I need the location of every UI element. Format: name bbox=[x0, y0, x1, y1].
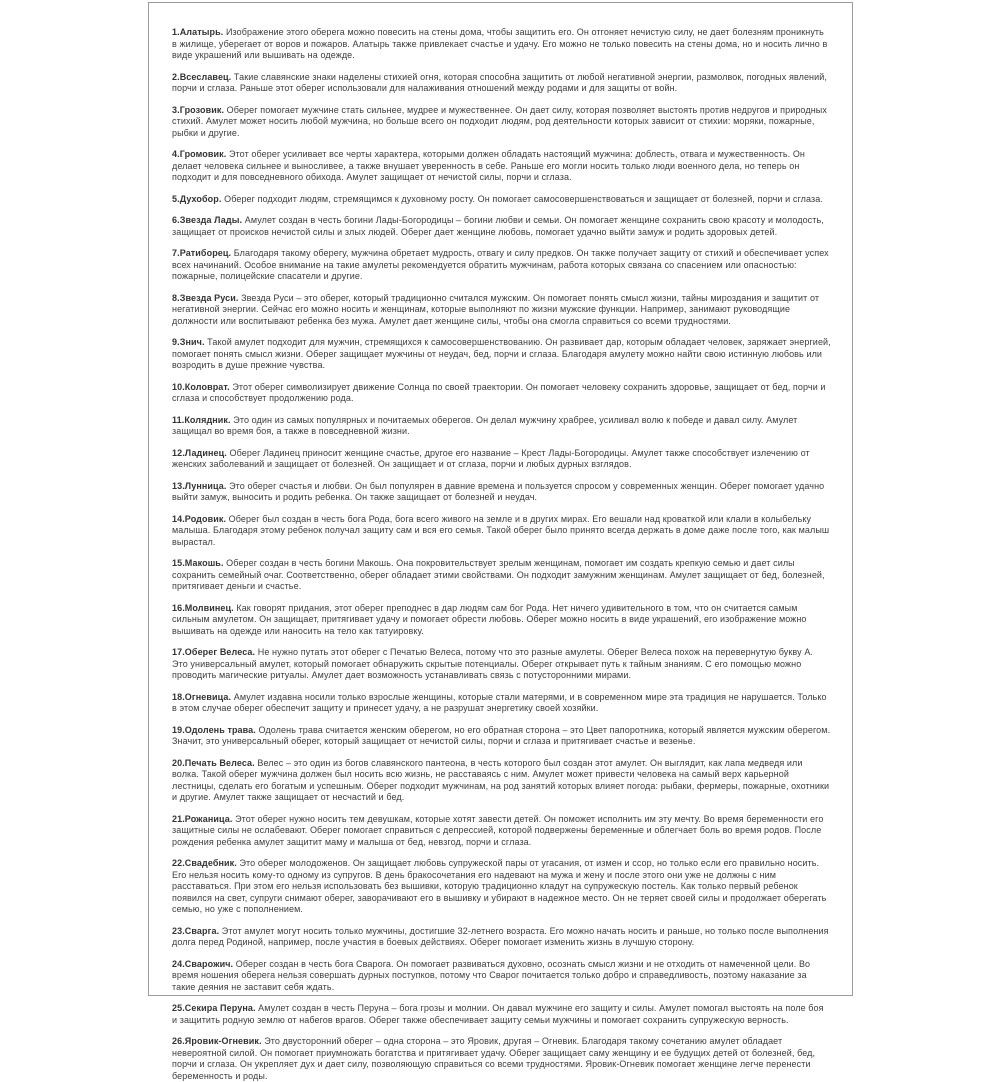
amulet-description: Такие славянские знаки наделены стихией огня, которая способна защитить от любой негативной энергии, размолвок, погодных явлений, порчи и сглаза. Раньше этот оберег использовали для налаживания отношений между родами и для защиты от войн. bbox=[172, 71, 827, 93]
amulet-description: Звезда Руси – это оберег, который традиционно считался мужским. Он помогает понять смысл жизни, тайны мироздания и защитит от негативной энергии. Сейчас его можно носить и женщинам, которые выполняют по жизни мужские функции. Например, занимают руководящие должности или воспитывают ребенка без мужа. Амулет дает женщине силы, чтобы она смогла справиться со всеми трудностями. bbox=[172, 292, 820, 326]
amulet-entry bbox=[172, 758, 831, 804]
amulet-description: Изображение этого оберега можно повесить на стены дома, чтобы защитить его. Он отгоняет нечистую силу, не дает болезням проникнуть в жилище, уберегает от воров и пожаров. Алатырь также привлекает счастье и удачу. Его можно не только повесить на стены дома, но и носить лично в виде украшений или вышивать на одежде. bbox=[172, 27, 828, 60]
amulet-name: 8.Звезда Руси. bbox=[172, 292, 239, 303]
amulet-description: Оберег создан в честь бога Сварога. Он помогает развиваться духовно, осознать смысл жизни и не отходить от намеченной цели. Во время ношения оберега нельзя совершать дурных поступков, потому что Сварог почитается только добро и справедливость, поэтому наказание за такие деяния не заставит себя ждать. bbox=[172, 958, 811, 992]
amulet-name: 17.Оберег Велеса. bbox=[172, 647, 256, 657]
amulet-name: 24.Сварожич. bbox=[172, 958, 234, 969]
amulet-entry bbox=[172, 248, 831, 283]
amulet-name: 4.Громовик. bbox=[172, 149, 227, 159]
amulet-description: Такой амулет подходит для мужчин, стремящихся к самосовершенствованию. Он развивает дар, которым обладает человек, заряжает энергией, помогает понять смысл жизни. Оберег защищает мужчины от неудач, бед, порчи и сглаза. Благодаря амулету можно найти свою истинную любовь или возродить в душе прежние чувства. bbox=[172, 337, 831, 370]
amulet-description: Амулет создан в честь Перуна – бога грозы и молнии. Он давал мужчине его защиту и силы. Амулет помогал выстоять на поле боя и защитить родную землю от набегов врагов. Оберег также обеспечивает защиту семьи мужчины и помогает сохранить супружескую верность. bbox=[172, 1003, 824, 1025]
amulet-entry bbox=[172, 105, 831, 140]
amulet-description: Одолень трава считается женским оберегом, но его обратная сторона – это Цвет папоротника, который является мужским оберегом. Значит, это универсальный оберег, который защищает от нечистой силы, порчи и сглаза и притягивает счастье и везенье. bbox=[172, 724, 831, 746]
amulet-name: 16.Молвинец. bbox=[172, 602, 234, 613]
amulet-name: 11.Колядник. bbox=[172, 414, 231, 425]
amulet-description: Оберег подходит людям, стремящимся к духовному росту. Он помогает самосовершенствоваться и защищает от болезней, порчи и сглаза. bbox=[224, 193, 823, 204]
amulet-name: 10.Коловрат. bbox=[172, 381, 230, 392]
amulet-name: 15.Макошь. bbox=[172, 558, 224, 568]
amulet-entry bbox=[172, 814, 831, 849]
amulet-name: 1.Алатырь. bbox=[172, 27, 224, 37]
amulet-name: 13.Лунница. bbox=[172, 480, 227, 491]
amulet-entry bbox=[172, 603, 831, 638]
document-page bbox=[148, 2, 853, 1081]
amulet-description: Амулет издавна носили только взрослые женщины, которые стали матерями, и в современном мире эта традиция не нарушается. Только в этом случае оберег обеспечит защиту и принесет удачу, а не разрушат энергетику своей хозяйки. bbox=[172, 691, 827, 713]
amulet-name: 23.Сварга. bbox=[172, 925, 220, 936]
amulet-name: 22.Свадебник. bbox=[172, 858, 237, 868]
amulet-name: 9.Знич. bbox=[172, 337, 205, 347]
amulet-entry bbox=[172, 558, 831, 593]
amulet-description: Оберег помогает мужчине стать сильнее, мудрее и мужественнее. Он дает силу, которая позволяет выстоять против недругов и природных стихий. Амулет может носить любой мужчина, но больше всего он подходит людям, род деятельности которых зависит от стихии: моряки, пожарные, рыбки и другие. bbox=[172, 104, 827, 138]
amulet-entry bbox=[172, 215, 831, 238]
amulet-name: 14.Родовик. bbox=[172, 513, 227, 524]
amulet-name: 18.Огневица. bbox=[172, 691, 232, 702]
amulet-name: 25.Секира Перуна. bbox=[172, 1003, 256, 1013]
amulet-description: Оберег создан в честь богини Макошь. Она покровительствует зрелым женщинам, помогает им создать крепкую семью и дает силы сохранить семейный очаг. Соответственно, оберег обладает этими свойствами. Он подходит замужним женщинам. Амулет защищает от бед, болезней, притягивает деньги и счастье. bbox=[172, 558, 825, 591]
amulet-entry bbox=[172, 514, 831, 549]
amulet-description: Благодаря такому оберегу, мужчина обретает мудрость, отвагу и силу предков. Он также получает защиту от стихий и обеспечивает успех всех начинаний. Особое внимание на такие амулеты рекомендуется обратить мужчинам, работа которых связана со спасением или опасностью: пожарные, полицейские спасатели и другие. bbox=[172, 248, 829, 281]
amulet-name: 5.Духобор. bbox=[172, 193, 222, 204]
amulet-name: 12.Ладинец. bbox=[172, 447, 227, 458]
amulet-description: Этот оберег нужно носить тем девушкам, которые хотят завести детей. Он поможет исполнить им эту мечту. Во время беременности его защитные силы не ослабевают. Оберег помогает справиться с депрессией, которой подвержены беременные и облегчает боль во время родов. После рождения ребенка амулет защитит маму и малыша от бед, невзгод, порчи и сглаза. bbox=[172, 813, 824, 847]
amulet-entry bbox=[172, 149, 831, 184]
amulet-list bbox=[172, 27, 831, 1082]
amulet-description: Это один из самых популярных и почитаемых оберегов. Он делал мужчину храбрее, усиливал волю к победе и давал силу. Амулет защищал во время боя, а также в повседневной жизни. bbox=[172, 414, 798, 436]
amulet-entry bbox=[172, 1036, 831, 1082]
amulet-entry bbox=[172, 959, 831, 994]
amulet-description: Амулет создан в честь богини Лады-Богородицы – богини любви и семьи. Он помогает женщине сохранить свою красоту и молодость, защищает от происков нечистой силы и злых людей. Оберег дает женщине любовь, помогает удачно выйти замуж и родить здоровых детей. bbox=[172, 215, 824, 237]
amulet-name: 26.Яровик-Огневик. bbox=[172, 1036, 262, 1046]
amulet-description: Это оберег молодоженов. Он защищает любовь супружеской пары от угасания, от измен и ссор, но только если его правильно носить. Его нельзя носить кому-то одному из супругов. В день бракосочетания его надевают на мужа и жену и после этого они уже не должны с ним расставаться. При этом его нельзя использовать без вышивки, которую традиционно кладут на супружескую постель. Как только первый ребенок появился на свет, супруги снимают оберег, заворачивают его в вышивку и убирают в надежное место. Он не теряет своей силы и продолжает оберегать семью, но уже с пополнением. bbox=[172, 858, 827, 914]
amulet-name: 7.Ратиборец. bbox=[172, 248, 232, 258]
amulet-description: Это двусторонний оберег – одна сторона – это Яровик, другая – Огневик. Благодаря такому сочетанию амулет обладает невероятной силой. Он помогает приумножать богатства и притягивает удачу. Оберег защищает саму женщину и ее будущих детей от болезней, бед, порчи и сглаза. Он укрепляет дух и дает силу, позволяющую справиться со всеми трудностями. Яровик-Огневик помогает женщине легче перенести беременность и роды. bbox=[172, 1036, 816, 1081]
amulet-entry bbox=[172, 1003, 831, 1026]
amulet-entry bbox=[172, 725, 831, 748]
amulet-description: Как говорят придания, этот оберег преподнес в дар людям сам бог Рода. Нет ничего удивительного в том, что он считается самым сильным амулетом. Он защищает, притягивает удачу и помогает обрести любовь. Оберег можно носить в виде украшений, его изображение можно вышивать на одежде или наносить на тело как татуировку. bbox=[172, 602, 807, 636]
amulet-name: 20.Печать Велеса. bbox=[172, 757, 255, 768]
amulet-entry bbox=[172, 382, 831, 405]
amulet-description: Это оберег счастья и любви. Он был популярен в давние времена и пользуется спросом у современных женщин. Оберег помогает удачно выйти замуж, выносить и родить ребенка. Он также защищает от болезней и неудач. bbox=[172, 480, 825, 502]
amulet-entry bbox=[172, 647, 831, 682]
amulet-entry bbox=[172, 72, 831, 95]
amulet-description: Не нужно путать этот оберег с Печатью Велеса, потому что это разные амулеты. Оберег Велеса похож на перевернутую букву А. Это универсальный амулет, который помогает обнаружить скрытые потенциалы. Оберег открывает путь к тайным знаниям. С его помощью можно проводить магические ритуалы. Амулет дает возможность устанавливать связь с потусторонними мирами. bbox=[172, 647, 814, 680]
amulet-entry bbox=[172, 415, 831, 438]
amulet-name: 6.Звезда Лады. bbox=[172, 215, 243, 225]
amulet-name: 2.Всеславец. bbox=[172, 71, 232, 82]
amulet-entry bbox=[172, 27, 831, 62]
amulet-description: Этот оберег усиливает все черты характера, которыми должен обладать настоящий мужчина: доблесть, отвага и мужественность. Он делает человека сильнее и выносливее, а также внушает уверенность в себе. Раньше его могли носить только люди военного дела, но теперь он подходит и для повседневного обихода. Амулет защищает от нечистой силы, порчи и сглаза. bbox=[172, 149, 805, 182]
amulet-entry bbox=[172, 692, 831, 715]
amulet-entry bbox=[172, 194, 831, 206]
amulet-entry bbox=[172, 293, 831, 328]
amulet-name: 19.Одолень трава. bbox=[172, 724, 256, 735]
amulet-name: 21.Рожаница. bbox=[172, 813, 233, 824]
amulet-entry bbox=[172, 337, 831, 372]
amulet-entry bbox=[172, 448, 831, 471]
amulet-entry bbox=[172, 858, 831, 916]
amulet-description: Этот амулет могут носить только мужчины, достигшие 32-летнего возраста. Его можно начать носить и раньше, но только после выполнения долга перед Родиной, например, после участия в боевых действиях. Оберег помогает изменить жизнь в лучшую сторону. bbox=[172, 925, 829, 947]
amulet-description: Велес – это один из богов славянского пантеона, в честь которого был создан этот амулет. Он выглядит, как лапа медведя или волка. Такой оберег мужчина должен был носить всю жизнь, не расставаясь с ним. Амулет может привести человека на самый верх карьерной лестницы, сделать его богатым и успешным. Оберег подходит мужчинам, на род занятий которых влияет погода: рыбаки, фермеры, пожарные, охотники и другие. Амулет также защищает от несчастий и бед. bbox=[172, 757, 830, 802]
amulet-entry bbox=[172, 926, 831, 949]
amulet-description: Этот оберег символизирует движение Солнца по своей траектории. Он помогает человеку сохранить здоровье, защищает от бед, порчи и сглаза и способствует продолжению рода. bbox=[172, 381, 826, 403]
amulet-description: Оберег был создан в честь бога Рода, бога всего живого на земле и в других мирах. Его вешали над кроваткой или клали в колыбельку малыша. Благодаря этому ребенок получал защиту сам и вся его семья. Такой оберег было принято всегда держать в доме даже после того, как малыш вырастал. bbox=[172, 513, 830, 547]
amulet-entry bbox=[172, 481, 831, 504]
amulet-description: Оберег Ладинец приносит женщине счастье, другое его название – Крест Лады-Богородицы. Амулет также способствует излечению от женских заболеваний и защищает от болезней. Он защищает и от сглаза, порчи и любых дурных взглядов. bbox=[172, 447, 810, 469]
amulet-name: 3.Грозовик. bbox=[172, 104, 225, 115]
